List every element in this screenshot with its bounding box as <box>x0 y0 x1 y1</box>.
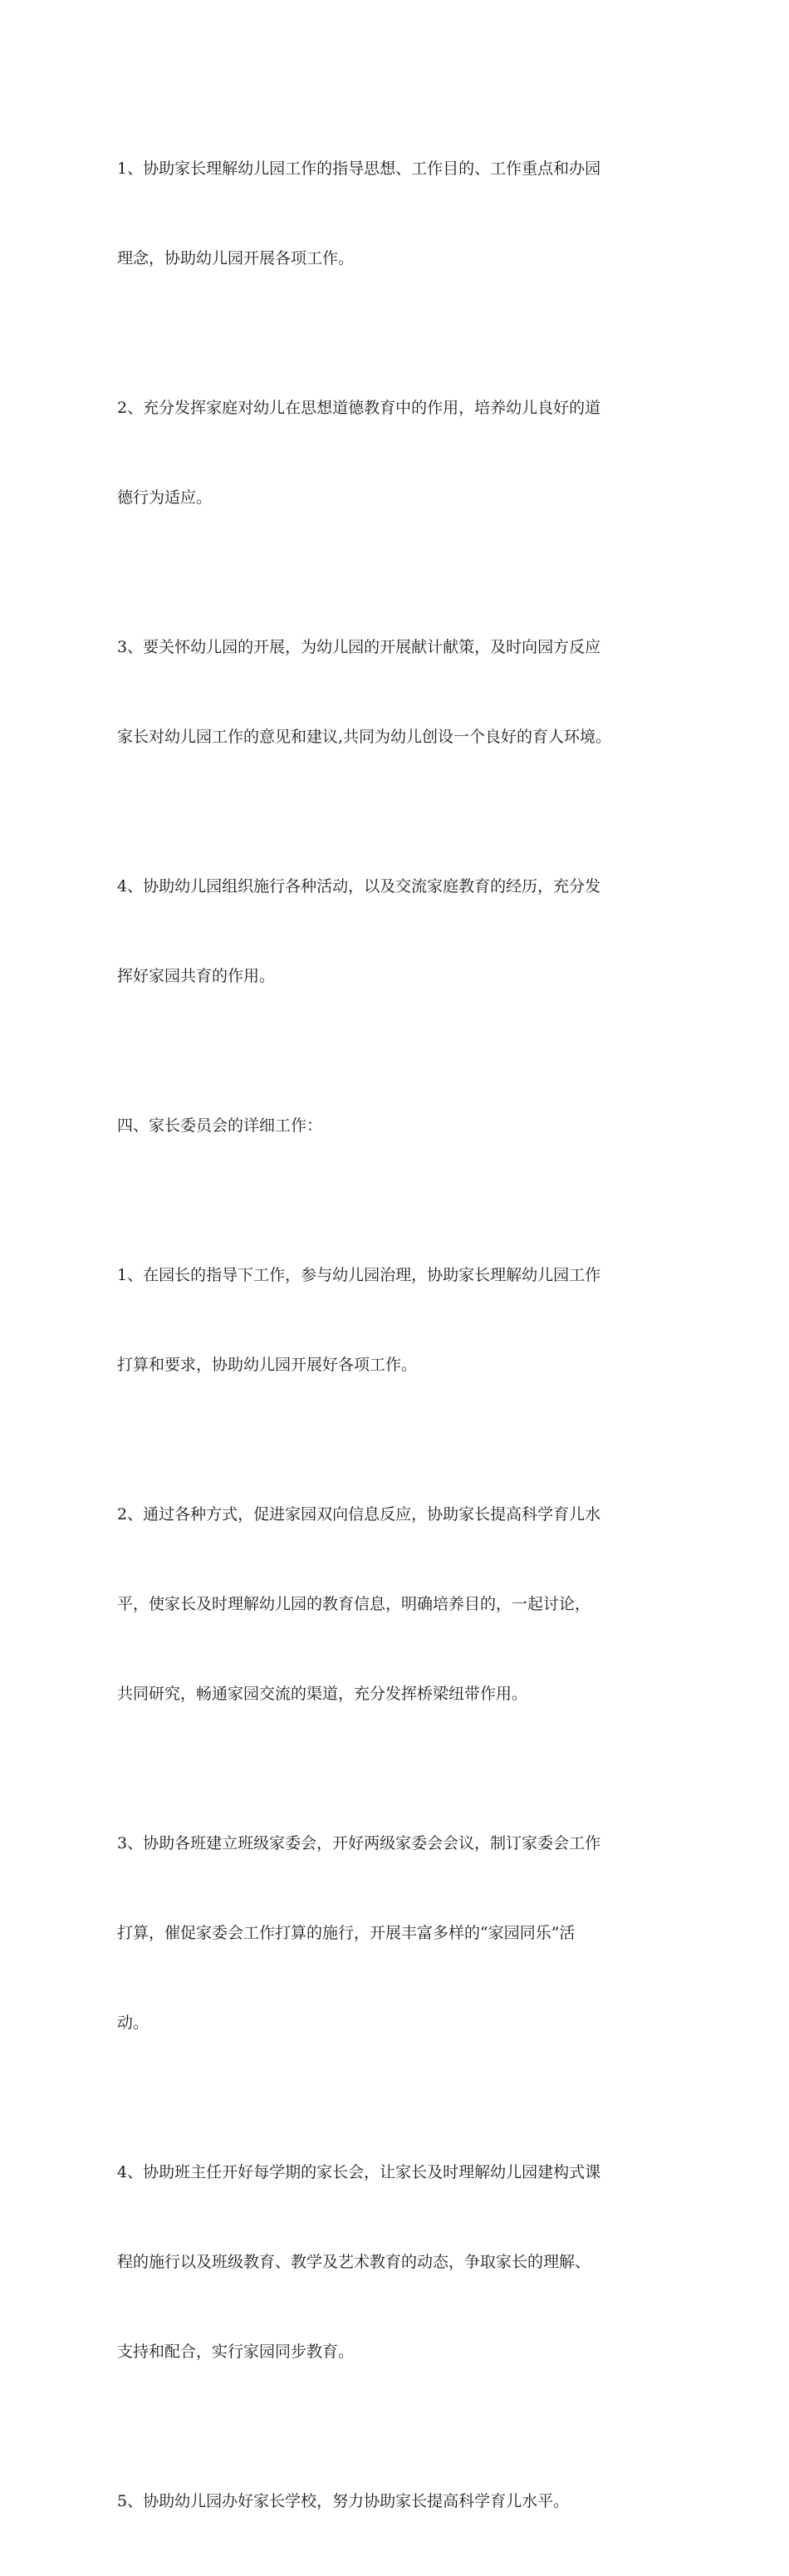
text-line: 共同研究，畅通家园交流的渠道，充分发挥桥梁纽带作用。 <box>117 1685 528 1703</box>
paragraph-work-5 <box>117 2426 682 2576</box>
text-line: 支持和配合，实行家园同步教育。 <box>117 2343 355 2361</box>
section-heading-text: 四、家长委员会的详细工作： <box>117 1116 323 1135</box>
text-line: 4、协助班主任开好每学期的家长会，让家长及时理解幼儿园建构式课 <box>117 2163 601 2181</box>
text-line: 打算，催促家委会工作打算的施行，开展丰富多样的“家园同乐”活 <box>117 1924 576 1942</box>
text-line: 1、协助家长理解幼儿园工作的指导思想、工作目的、工作重点和办园 <box>117 159 601 178</box>
section-heading-committee-work <box>117 1051 682 1200</box>
paragraph-work-1 <box>117 1200 682 1440</box>
text-line: 平，使家长及时理解幼儿园的教育信息，明确培养目的，一起讨论， <box>117 1595 591 1613</box>
text-line: 动。 <box>117 2014 149 2032</box>
paragraph-work-4 <box>117 2098 682 2426</box>
text-line: 德行为适应。 <box>117 488 213 507</box>
text-line: 3、要关怀幼儿园的开展，为幼儿园的开展献计献策，及时向园方反应 <box>117 638 601 656</box>
text-line: 挥好家园共育的作用。 <box>117 967 276 985</box>
text-line: 1、在园长的指导下工作，参与幼儿园治理，协助家长理解幼儿园工作 <box>117 1266 601 1284</box>
text-line: 4、协助幼儿园组织施行各种活动，以及交流家庭教育的经历，充分发 <box>117 877 601 895</box>
text-line: 打算和要求，协助幼儿园开展好各项工作。 <box>117 1356 418 1374</box>
paragraph-duty-4 <box>117 812 682 1051</box>
text-line: 程的施行以及班级教育、教学及艺术教育的动态，争取家长的理解、 <box>117 2253 591 2271</box>
text-line: 家长对幼儿园工作的意见和建议,共同为幼儿创设一个良好的育人环境。 <box>117 728 612 746</box>
text-line: 2、通过各种方式，促进家园双向信息反应，协助家长提高科学育儿水 <box>117 1505 601 1524</box>
text-line: 2、充分发挥家庭对幼儿在思想道德教育中的作用，培养幼儿良好的道 <box>117 399 601 417</box>
paragraph-work-2 <box>117 1440 682 1769</box>
text-line: 3、协助各班建立班级家委会，开好两级家委会会议，制订家委会工作 <box>117 1834 601 1852</box>
text-line: 理念，协助幼儿园开展各项工作。 <box>117 249 355 267</box>
paragraph-duty-1 <box>117 94 682 333</box>
document-body <box>117 94 682 2576</box>
paragraph-duty-2 <box>117 333 682 572</box>
text-line: 5、协助幼儿园办好家长学校，努力协助家长提高科学育儿水平。 <box>117 2492 570 2510</box>
paragraph-work-3 <box>117 1769 682 2098</box>
paragraph-duty-3 <box>117 572 682 812</box>
